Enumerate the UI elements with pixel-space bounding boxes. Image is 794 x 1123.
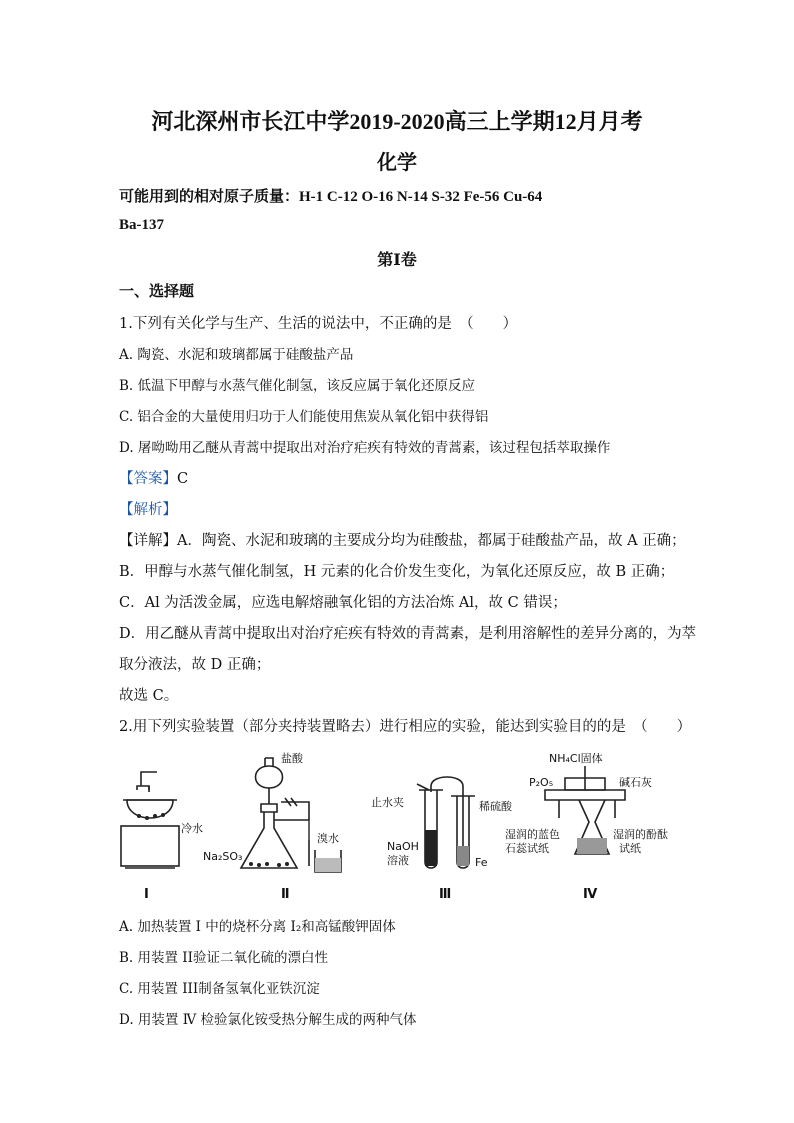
label-hcl: 盐酸 xyxy=(281,752,303,765)
q1-option-c: C. 铝合金的大量使用归功于人们能使用焦炭从氧化铝中获得铝 xyxy=(119,409,489,425)
label-bromine-water: 溴水 xyxy=(317,832,339,845)
label-dilute-h2so4: 稀硫酸 xyxy=(479,800,512,813)
label-na2so3: Na₂SO₃ xyxy=(203,850,243,863)
label-cold-water: 冷水 xyxy=(181,822,203,835)
label-naoh-1: NaOH xyxy=(387,840,419,853)
label-naoh-2: 溶液 xyxy=(387,854,409,867)
answer-label: 【答案】 xyxy=(119,471,177,487)
q1-detail-line-5: 取分液法，故 D 正确； xyxy=(119,657,271,673)
q2-option-b: B. 用装置 II验证二氧化硫的漂白性 xyxy=(119,950,328,966)
answer-value: C xyxy=(177,471,189,487)
label-soda-lime: 碱石灰 xyxy=(619,776,652,789)
label-clamp: 止水夹 xyxy=(371,796,404,809)
label-p2o5: P₂O₅ xyxy=(529,776,554,789)
q1-answer xyxy=(119,467,188,488)
apparatus-ii xyxy=(241,758,341,872)
label-blue-litmus-2: 石蕊试纸 xyxy=(505,842,549,855)
atomic-mass-line-2: Ba-137 xyxy=(119,217,164,233)
roman-iii: Ⅲ xyxy=(439,887,452,902)
detail-label: 【详解】 xyxy=(119,533,177,549)
q1-detail-line-4: D．用乙醚从青蒿中提取出对治疗疟疾有特效的青蒿素，是利用溶解性的差异分离的，为萃 xyxy=(119,626,697,642)
q1-option-d: D. 屠呦呦用乙醚从青蒿中提取出对治疗疟疾有特效的青蒿素，该过程包括萃取操作 xyxy=(119,440,611,456)
q2-option-a: A. 加热装置 I 中的烧杯分离 I₂和高锰酸钾固体 xyxy=(119,919,396,935)
q1-stem: 1.下列有关化学与生产、生活的说法中，不正确的是 （ ） xyxy=(119,316,518,332)
experiment-apparatus-figure xyxy=(119,746,679,906)
q1-detail-line-2: B．甲醇与水蒸气催化制氢，H 元素的化合价发生变化，为氧化还原反应，故 B 正确； xyxy=(119,564,675,580)
atomic-mass-line-1: 可能用到的相对原子质量：H-1 C-12 O-16 N-14 S-32 Fe-56 Cu-64 xyxy=(119,189,543,205)
detail-text-a: A．陶瓷、水泥和玻璃的主要成分均为硅酸盐，都属于硅酸盐产品，故 A 正确； xyxy=(177,533,686,549)
q1-detail-line-3: C．Al 为活泼金属，应选电解熔融氧化铝的方法冶炼 Al，故 C 错误； xyxy=(119,595,567,611)
subject-title: 化学 xyxy=(377,150,417,174)
q2-stem: 2.用下列实验装置（部分夹持装置略去）进行相应的实验，能达到实验目的的是 （ ） xyxy=(119,719,692,735)
q1-analysis xyxy=(119,498,177,519)
q1-detail-line-1 xyxy=(119,529,686,550)
label-blue-litmus-1: 湿润的蓝色 xyxy=(505,828,560,841)
volume-title: 第I卷 xyxy=(377,250,417,269)
label-nh4cl: NH₄Cl固体 xyxy=(549,752,603,765)
q1-option-a: A. 陶瓷、水泥和玻璃都属于硅酸盐产品 xyxy=(119,347,354,363)
label-phenolphthalein-1: 湿润的酚酞 xyxy=(613,828,668,841)
q1-option-b: B. 低温下甲醇与水蒸气催化制氢，该反应属于氧化还原反应 xyxy=(119,378,476,394)
roman-numerals xyxy=(144,887,598,902)
roman-i: Ⅰ xyxy=(144,887,149,902)
section-title: 一、选择题 xyxy=(119,284,195,300)
roman-ii: Ⅱ xyxy=(281,887,290,902)
label-phenolphthalein-2: 试纸 xyxy=(619,842,641,855)
q1-detail-line-6: 故选 C。 xyxy=(119,688,179,704)
q2-option-d: D. 用装置 Ⅳ 检验氯化铵受热分解生成的两种气体 xyxy=(119,1012,417,1028)
q2-option-c: C. 用装置 III制备氢氧化亚铁沉淀 xyxy=(119,981,320,997)
roman-iv: Ⅳ xyxy=(583,887,598,902)
apparatus-i xyxy=(121,772,179,868)
label-fe: Fe xyxy=(475,856,488,869)
exam-title: 河北深州市长江中学2019-2020高三上学期12月月考 xyxy=(151,109,643,134)
analysis-label: 【解析】 xyxy=(119,502,177,518)
